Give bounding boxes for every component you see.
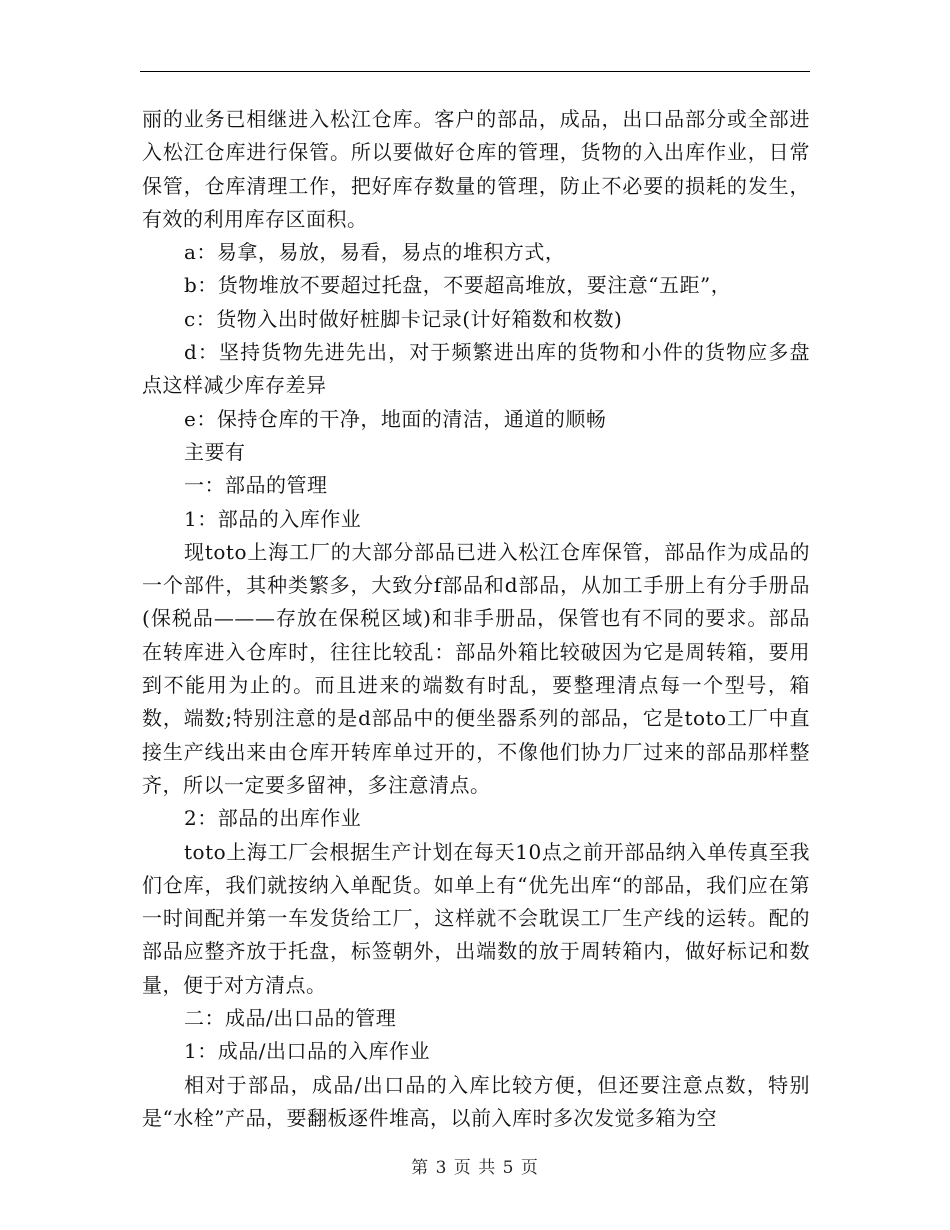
subsection-heading: 1：部品的入库作业 [184,506,362,531]
section-heading: 二：成品/出口品的管理 [184,1006,397,1031]
list-item-b: b：货物堆放不要超过托盘，不要超高堆放，要注意“五距”， [184,273,732,298]
paragraph: 现toto上海工厂的大部分部品已进入松江仓库保管，部品作为成品的一个部件，其种类繁多，大致分f部品和d部品，从加工手册上有分手册品(保税品———存放在保税区域)和非手册品，保管也有不同的要求。部品在转库进入仓库时，往往比较乱：部品外箱比较破因为它是周转箱，要用到不能用为止的。而且进来的端数有时乱，要整理清点每一个型号，箱数，端数;特别注意的是d部品中的便坐器系列的部品，它是toto工厂中直接生产线出来由仓库开转库单过开的，不像他们协力厂过来的部品那样整齐，所以一定要多留神，多注意清点。 [142,539,810,797]
document-body [142,103,810,1135]
list-item-c: c：货物入出时做好桩脚卡记录(计好箱数和枚数) [184,306,623,331]
subsection-heading: 1：成品/出口品的入库作业 [184,1039,430,1064]
list-item-d: d：坚持货物先进先出，对于频繁进出库的货物和小件的货物应多盘点这样减少库存差异 [142,340,810,398]
section-heading: 一：部品的管理 [184,473,328,498]
page-number: 第 3 页 共 5 页 [411,1158,539,1178]
list-item-e: e：保持仓库的干净，地面的清洁，通道的顺畅 [184,406,607,431]
paragraph: 相对于部品，成品/出口品的入库比较方便，但还要注意点数，特别是“水栓”产品，要翻板逐件堆高，以前入库时多次发觉多箱为空 [142,1072,810,1130]
list-item-a: a：易拿，易放，易看，易点的堆积方式， [184,240,566,265]
subsection-heading: 2：部品的出库作业 [184,806,362,831]
header-rule [140,71,810,72]
paragraph: 主要有 [184,439,246,464]
paragraph: toto上海工厂会根据生产计划在每天10点之前开部品纳入单传真至我们仓库，我们就按纳入单配货。如单上有“优先出库“的部品，我们应在第一时间配并第一车发货给工厂，这样就不会耽误工厂生产线的运转。配的部品应整齐放于托盘，标签朝外，出端数的放于周转箱内，做好标记和数量，便于对方清点。 [142,839,810,997]
paragraph: 丽的业务已相继进入松江仓库。客户的部品，成品，出口品部分或全部进入松江仓库进行保管。所以要做好仓库的管理，货物的入出库作业，日常保管，仓库清理工作，把好库存数量的管理，防止不必要的损耗的发生，有效的利用库存区面积。 [142,107,810,231]
